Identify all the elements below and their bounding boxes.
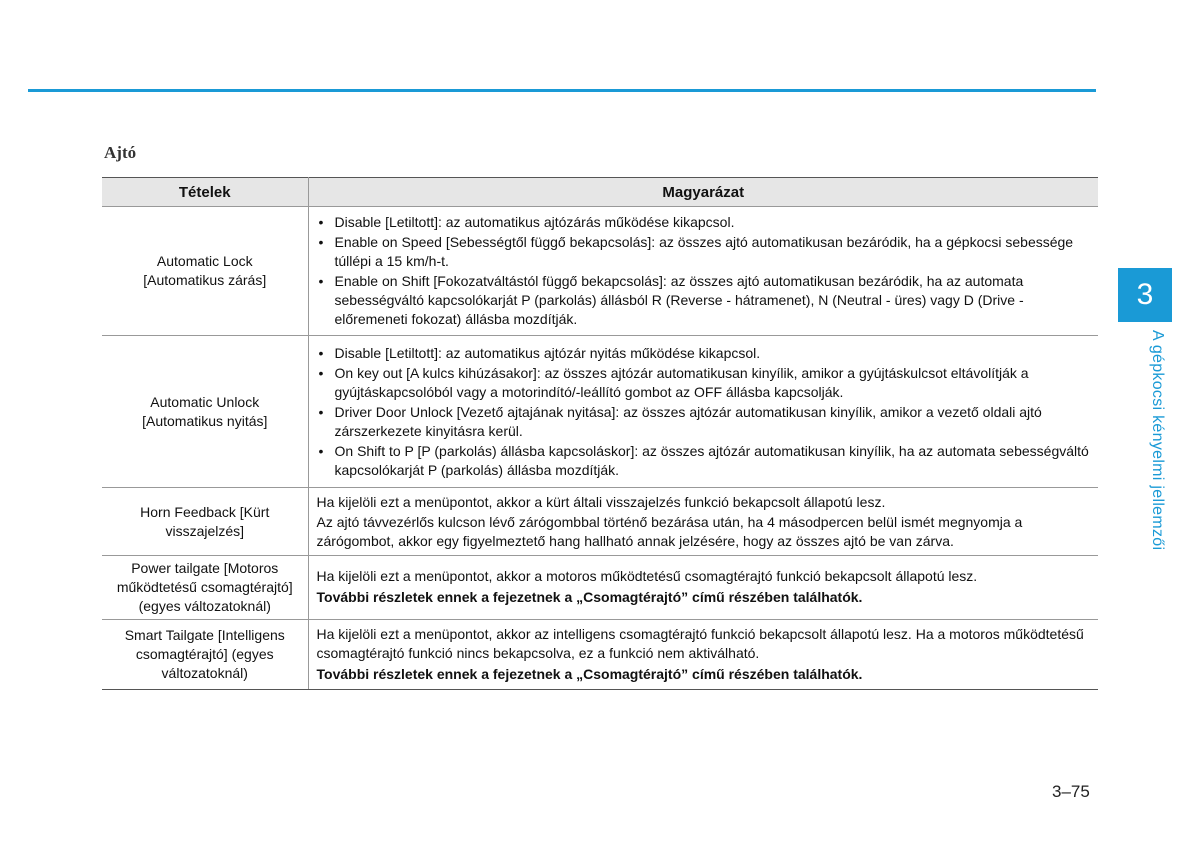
header-item: Tételek [102,178,308,207]
item-text: Power tailgate [Motoros [131,560,279,576]
table-row [102,488,1098,556]
table-row [102,556,1098,620]
desc-bold-text: További részletek ennek a fejezetnek a „Csomagtérajtó” című részében találhatók. [316,665,863,682]
item-text: [Automatikus nyitás] [142,412,268,429]
desc-text: Az ajtó távvezérlős kulcson lévő zárógombbal történő bezárása után, ha 4 másodpercen belül ismét megnyomja a zárógombot, akkor egy figyelmeztető hang hallható annak jelzésére, hogy az összes ajtó be van zárva. [316,513,1023,549]
bullet-item: • Enable on Shift [Fokozatváltástól függő bekapcsolás]: az összes ajtó automatikusan bezáródik, ha az automata sebességváltó kapcsolókarját P (parkolás) állásból R (Reverse - hátramenet), N (Neutral - üres) vagy D (Drive - előremeneti fokozat) állásba mozdítják. [317,272,1091,329]
desc-cell [308,620,1098,690]
header-desc: Magyarázat [308,178,1098,207]
item-cell [102,336,308,488]
desc-cell [308,488,1098,556]
chapter-tab [1118,268,1172,322]
desc-cell [308,556,1098,620]
table-row [102,336,1098,488]
item-text: (egyes változatoknál) [138,598,271,614]
bullet-item: • On key out [A kulcs kihúzásakor]: az összes ajtózár automatikusan kinyílik, amikor a gyújtáskulcsot eltávolítják a gyújtáskapcsolóból vagy a motorindító/-leállító gombot az OFF állásba kapcsolják. [317,364,1091,402]
table-row [102,207,1098,336]
item-cell [102,556,308,620]
desc-bold-text: További részletek ennek a fejezetnek a „Csomagtérajtó” című részében találhatók. [316,589,863,605]
desc-cell [308,336,1098,488]
bullet-list [317,213,1091,329]
item-cell [102,620,308,690]
section-title: Ajtó [104,143,137,162]
chapter-number: 3 [1136,278,1154,311]
item-text: Horn Feedback [Kürt [140,503,270,520]
item-text: változatoknál) [161,665,248,681]
table-header-row [102,178,1098,207]
bullet-item: • Disable [Letiltott]: az automatikus ajtózárás működése kikapcsol. [317,213,1091,232]
item-text: Automatic Unlock [150,393,260,410]
item-text: Smart Tailgate [Intelligens [124,627,285,643]
item-text: [Automatikus zárás] [143,272,267,288]
table-row [102,620,1098,690]
item-cell [102,488,308,556]
desc-cell [308,207,1098,336]
item-text: csomagtérajtó] (egyes [135,646,274,662]
chapter-title: A gépkocsi kényelmi jellemzői [1149,330,1166,551]
bullet-item: • Driver Door Unlock [Vezető ajtajának nyitása]: az összes ajtózár automatikusan kinyílik, amikor a vezető oldali ajtó zárszerkezete kinyitásra kerül. [317,403,1091,441]
page-number: 3–75 [1052,782,1090,801]
top-rule [28,89,1096,92]
item-cell [102,207,308,336]
desc-text: Ha kijelöli ezt a menüpontot, akkor a motoros működtetésű csomagtérajtó funkció bekapcsolt állapotú lesz. [316,568,978,584]
item-text: működtetésű csomagtérajtó] [116,579,293,595]
item-text: visszajelzés] [165,522,245,539]
bullet-item: • On Shift to P [P (parkolás) állásba kapcsoláskor]: az összes ajtózár automatikusan kinyílik, ha az automata sebességváltó kapcsolókarját P (parkolás) állásba mozdítják. [317,442,1091,480]
settings-table [102,177,1098,690]
item-text: Automatic Lock [156,253,253,269]
bullet-item: • Enable on Speed [Sebességtől függő bekapcsolás]: az összes ajtó automatikusan bezáródik, ha a gépkocsi sebessége túllépi a 15 km/h-t. [317,233,1091,271]
desc-text: Ha kijelöli ezt a menüpontot, akkor az intelligens csomagtérajtó funkció bekapcsolt állapotú lesz. Ha a motoros működtetésű csomagtérajtó funkció nincs bekapcsolva, ez a funkció nem aktiválható. [316,625,1084,661]
bullet-item: • Disable [Letiltott]: az automatikus ajtózár nyitás működése kikapcsol. [317,344,1091,363]
bullet-list [317,344,1091,480]
desc-text: Ha kijelöli ezt a menüpontot, akkor a kürt általi visszajelzés funkció bekapcsolt állapotú lesz. [316,493,886,510]
